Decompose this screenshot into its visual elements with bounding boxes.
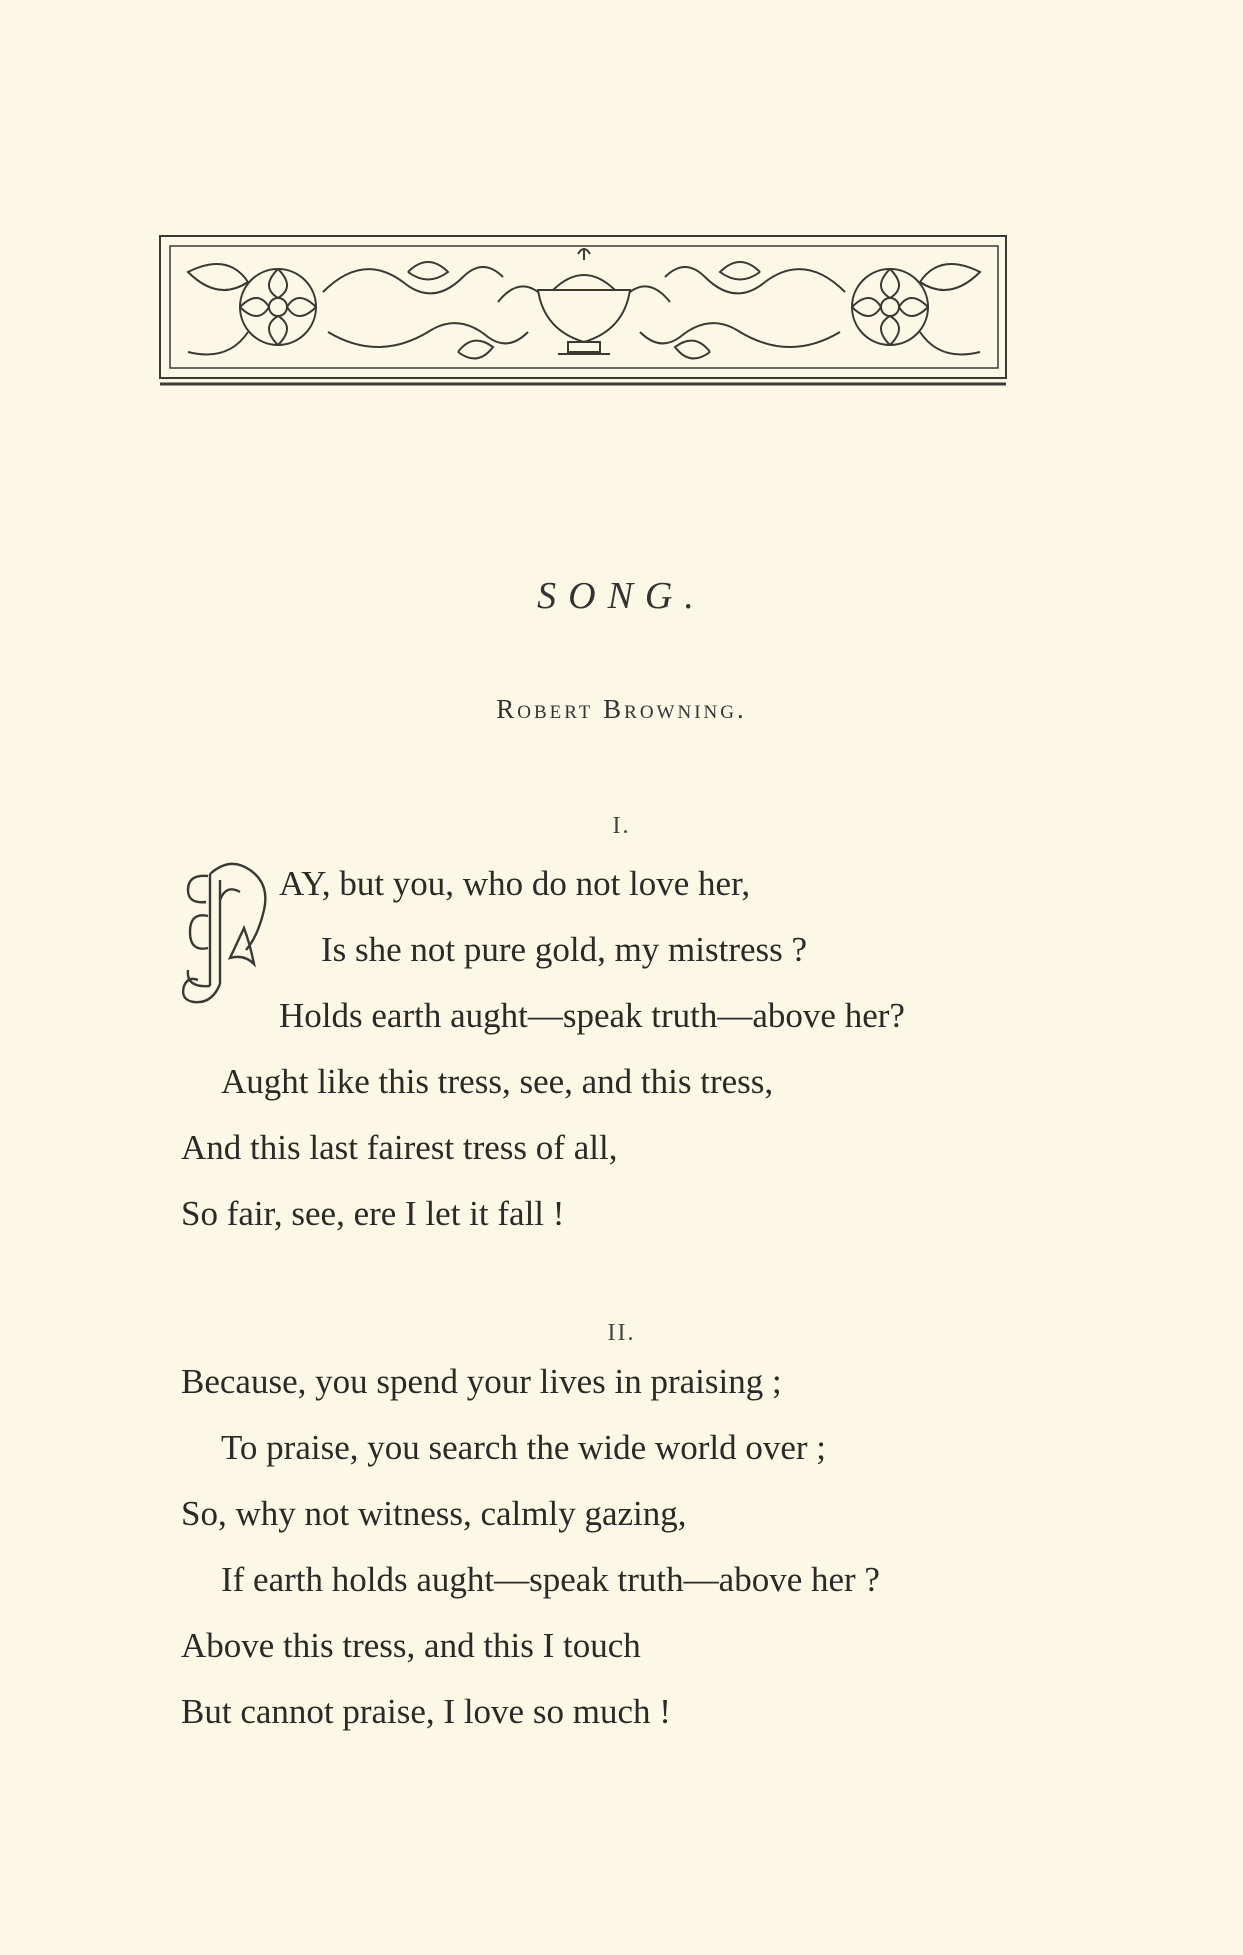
stanza-number: II. bbox=[607, 1320, 636, 1346]
poem-line: But cannot praise, I love so much ! bbox=[181, 1692, 671, 1731]
poem-line: To praise, you search the wide world over ; bbox=[221, 1428, 826, 1467]
poem-line: If earth holds aught—speak truth—above her ? bbox=[221, 1560, 880, 1599]
poem-line: Aught like this tress, see, and this tress, bbox=[221, 1062, 774, 1101]
poem-author: Robert Browning. bbox=[496, 694, 747, 724]
poem-line: Because, you spend your lives in praising ; bbox=[181, 1362, 782, 1401]
poem-line: So fair, see, ere I let it fall ! bbox=[181, 1194, 565, 1233]
poem-line: Holds earth aught—speak truth—above her? bbox=[279, 996, 905, 1035]
ornate-n-initial-icon bbox=[180, 856, 280, 1006]
poem-line: Above this tress, and this I touch bbox=[181, 1626, 641, 1665]
poem-title: SONG. bbox=[537, 575, 706, 617]
poem-line: And this last fairest tress of all, bbox=[181, 1128, 618, 1167]
poem-line: Is she not pure gold, my mistress ? bbox=[321, 930, 808, 969]
poem-line: So, why not witness, calmly gazing, bbox=[181, 1494, 687, 1533]
poem-line: AY, but you, who do not love her, bbox=[279, 864, 751, 903]
floral-headpiece-ornament bbox=[158, 232, 1010, 392]
stanza-number: I. bbox=[612, 813, 631, 839]
